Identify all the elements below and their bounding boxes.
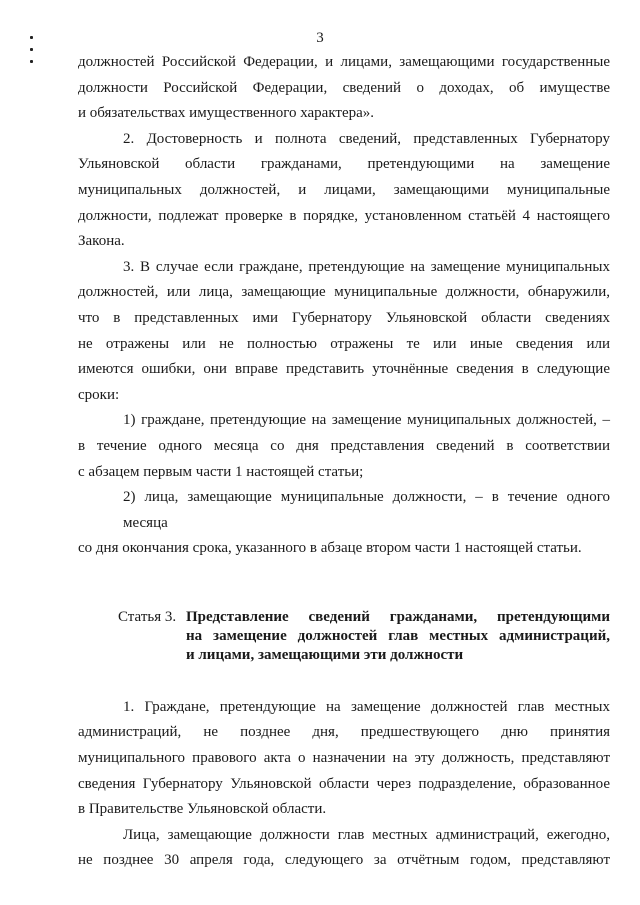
spacer: [78, 562, 610, 608]
text-line: должностей, или лица, замещающие муниципальные должности, обнаружили,: [78, 284, 610, 301]
text-line: со дня окончания срока, указанного в абзаце втором части 1 настоящей статьи.: [78, 540, 582, 557]
text-line: в течение одного месяца со дня представления сведений в соответствии: [78, 437, 610, 454]
paragraph-3: [78, 255, 610, 409]
text-line: 2) лица, замещающие муниципальные должности, – в течение одного месяца: [123, 489, 610, 531]
text-line: муниципального правового акта о назначении на эту должность, представляют: [78, 750, 610, 767]
margin-dot: [30, 60, 33, 63]
margin-marks: [30, 36, 38, 72]
text-line: и обязательствах имущественного характера».: [78, 105, 375, 122]
text-line: 1. Граждане, претендующие на замещение должностей глав местных: [123, 698, 610, 715]
text-line: не отражены или не полностью отражены те или иные сведения или: [78, 335, 610, 352]
paragraph-3-item-1: [78, 408, 610, 485]
text-line: не позднее 30 апреля года, следующего за отчётным годом, представляют: [78, 852, 610, 869]
paragraph-2: [78, 127, 610, 255]
article-3-paragraph-1: [78, 695, 610, 823]
text-line: должности, подлежат проверке в порядке, установленном статьёй 4 настоящего: [78, 207, 610, 224]
paragraph-intro: [78, 50, 610, 127]
document-body: [78, 50, 610, 874]
text-line: 3. В случае если граждане, претендующие на замещение муниципальных: [123, 258, 610, 275]
article-title-line: и лицами, замещающими эти должности: [186, 646, 464, 663]
article-3-paragraph-2: [78, 823, 610, 874]
text-line: 2. Достоверность и полнота сведений, представленных Губернатору: [123, 130, 610, 147]
text-line: с абзацем первым части 1 настоящей статьи;: [78, 463, 364, 480]
text-line: сведения Губернатору Ульяновской области через подразделение, образованное: [78, 775, 610, 792]
text-line: в Правительстве Ульяновской области.: [78, 801, 327, 818]
article-label: Статья 3.: [118, 608, 177, 625]
paragraph-3-item-2: [78, 485, 610, 562]
text-line: Закона.: [78, 233, 125, 250]
text-line: имеются ошибки, они вправе представить уточнённые сведения в следующие: [78, 361, 610, 378]
spacer: [78, 665, 610, 695]
margin-dot: [30, 48, 33, 51]
text-line: Ульяновской области гражданами, претендующими на замещение: [78, 156, 610, 173]
text-line: администраций, не позднее дня, предшествующего дню принятия: [78, 724, 610, 741]
text-line: 1) граждане, претендующие на замещение муниципальных должностей, –: [123, 412, 610, 429]
text-line: что в представленных ими Губернатору Ульяновской области сведениях: [78, 309, 610, 326]
article-title-line: Представление сведений гражданами, претендующими: [186, 608, 610, 625]
page-number: 3: [316, 30, 324, 46]
text-line: должностей Российской Федерации, и лицами, замещающими государственные: [78, 54, 610, 70]
text-line: муниципальных должностей, и лицами, замещающими муниципальные: [78, 181, 610, 198]
text-line: Лица, замещающие должности глав местных администраций, ежегодно,: [123, 826, 610, 843]
article-title-line: на замещение должностей глав местных администраций,: [186, 627, 610, 644]
article-heading: [118, 608, 610, 665]
text-line: должности Российской Федерации, сведений о доходах, об имуществе: [78, 79, 610, 96]
margin-dot: [30, 36, 33, 39]
text-line: сроки:: [78, 386, 120, 403]
article-title: [186, 608, 610, 665]
